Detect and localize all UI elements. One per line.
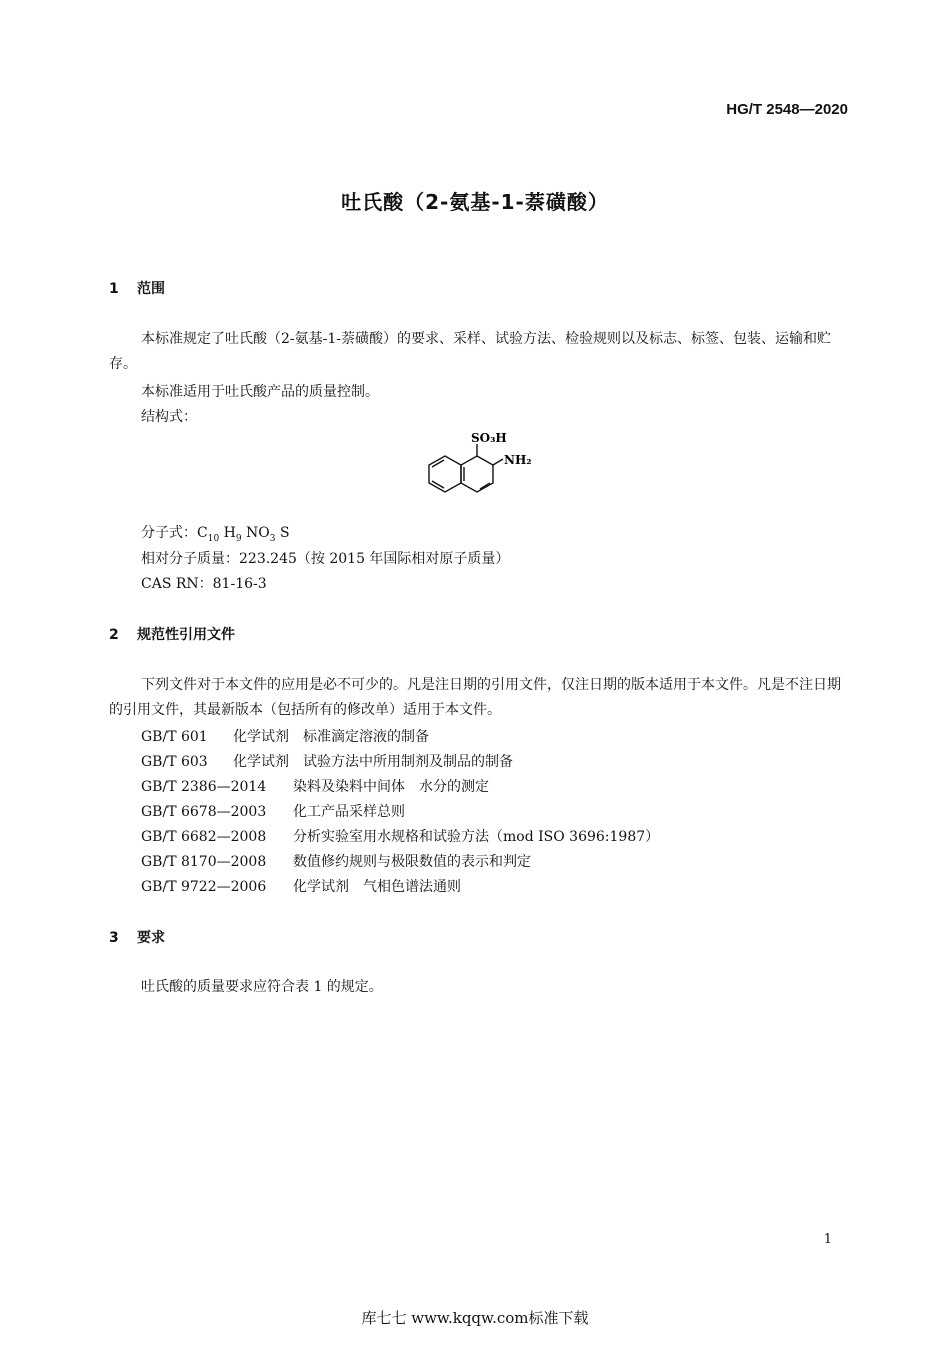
reference-item [141,851,531,871]
nh2-label: NH₂ [504,453,532,467]
footer-watermark: 库七七 www.kqqw.com标准下载 [361,1309,589,1327]
section-3-paragraph: 吐氏酸的质量要求应符合表 1 的规定。 [141,979,383,995]
reference-code: GB/T 603 [141,754,208,770]
reference-item [141,726,429,746]
section-1-title: 范围 [137,281,165,297]
double-bond [432,460,444,467]
reference-item [141,876,461,896]
formula-c-count: 10 [207,533,220,544]
section-1-heading [109,278,165,298]
section-3-heading [109,927,165,947]
formula-o-count: 3 [269,533,276,544]
molecular-mass-line: 相对分子质量：223.245（按 2015 年国际相对原子质量） [141,551,510,567]
naphthalene-rings [429,444,503,492]
section-2-heading [109,624,235,644]
reference-item [141,751,513,771]
reference-title: 染料及染料中间体 水分的测定 [293,779,489,795]
reference-code: GB/T 2386—2014 [141,779,267,795]
reference-code: GB/T 601 [141,729,208,745]
reference-item [141,776,489,796]
reference-title: 分析实验室用水规格和试验方法（mod ISO 3696:1987） [293,829,660,845]
so3h-label: SO₃H [471,431,507,445]
formula-s: S [279,525,290,541]
reference-title: 化工产品采样总则 [293,804,405,820]
section-1-number: 1 [109,281,119,297]
standard-code: HG/T 2548—2020 [726,101,848,118]
section-2-paragraph: 下列文件对于本文件的应用是必不可少的。凡是注日期的引用文件，仅注日期的版本适用于本文件。凡是不注日期的引用文件，其最新版本（包括所有的修改单）适用于本文件。 [109,677,841,718]
section-2-number: 2 [109,627,119,643]
section-1-paragraph-1: 本标准规定了吐氏酸（2-氨基-1-萘磺酸）的要求、采样、试验方法、检验规则以及标志、标签、包装、运输和贮存。 [109,331,832,372]
reference-title: 化学试剂 标准滴定溶液的制备 [233,729,429,745]
structure-label: 结构式： [141,409,197,425]
molecular-formula [141,522,290,544]
formula-c: C [197,525,208,541]
page-number: 1 [823,1232,832,1247]
left-ring [429,456,461,492]
section-3-number: 3 [109,930,119,946]
reference-item [141,826,659,846]
formula-label: 分子式： [141,525,197,541]
reference-code: GB/T 6678—2003 [141,804,267,820]
formula-no: NO [246,525,270,541]
amino-bond [493,459,503,465]
formula-h-count: 9 [235,533,242,544]
reference-item [141,801,405,821]
reference-title: 数值修约规则与极限数值的表示和判定 [293,854,531,870]
section-3-title: 要求 [137,930,165,946]
reference-title: 化学试剂 试验方法中所用制剂及制品的制备 [233,754,513,770]
section-1-paragraph-2: 本标准适用于吐氏酸产品的质量控制。 [141,384,379,400]
reference-code: GB/T 8170—2008 [141,854,267,870]
formula-h: H [223,525,236,541]
reference-title: 化学试剂 气相色谱法通则 [293,879,461,895]
section-2-title: 规范性引用文件 [137,627,235,643]
right-ring [461,456,493,492]
reference-code: GB/T 9722—2006 [141,879,267,895]
cas-number-line: CAS RN：81-16-3 [141,576,267,592]
document-title: 吐氏酸（2-氨基-1-萘磺酸） [341,190,609,214]
structural-formula-diagram [415,428,545,500]
reference-code: GB/T 6682—2008 [141,829,267,845]
double-bond [432,481,444,488]
